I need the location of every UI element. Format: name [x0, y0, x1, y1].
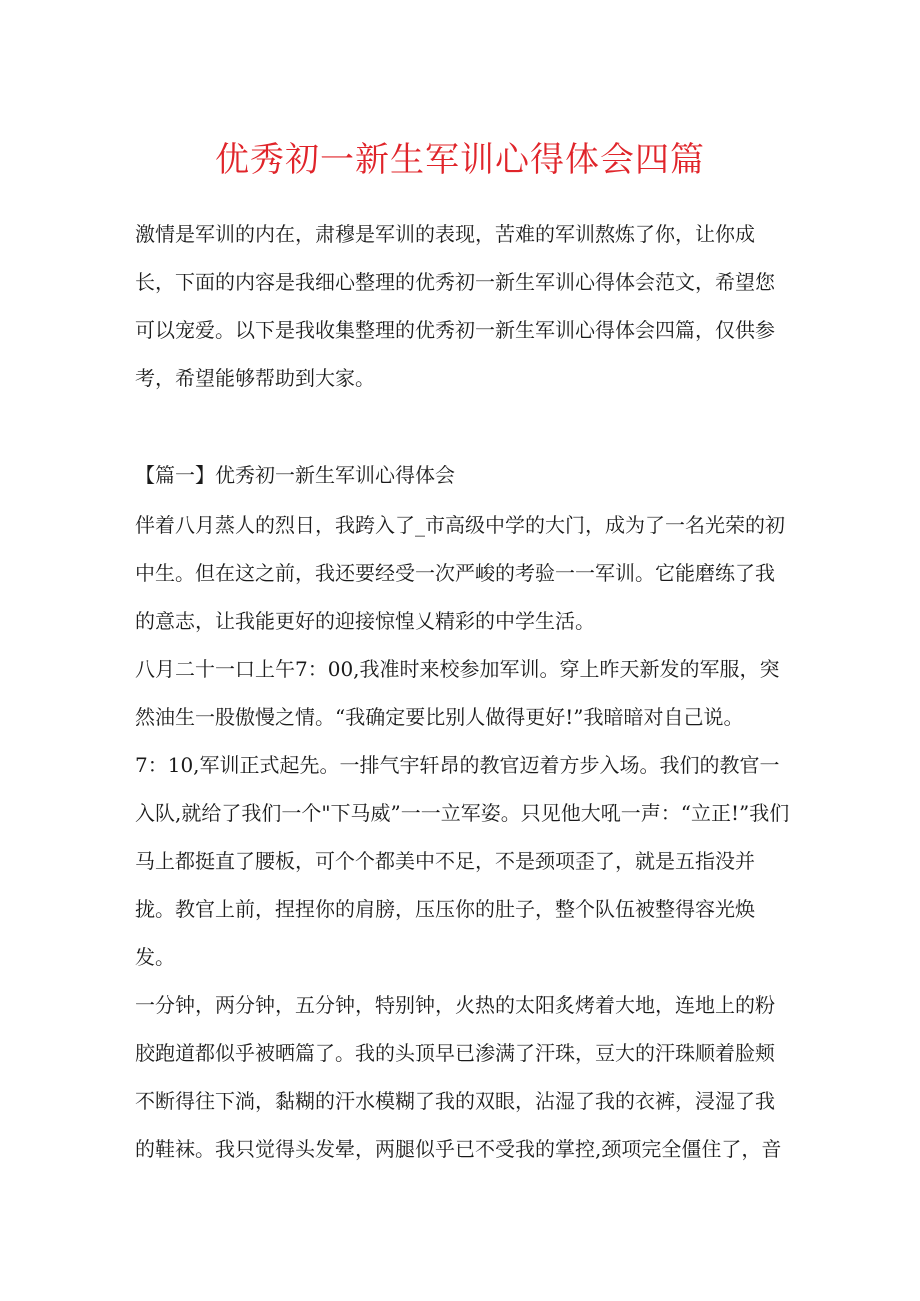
- document-title: 优秀初一新生军训心得体会四篇: [215, 140, 705, 180]
- paragraph: 八月二十一口上午7：00,我准时来校参加军训。穿上昨天新发的军服，突然油生一股傲慢之情。“我确定要比别人做得更好!”我暗暗对自己说。: [135, 657, 780, 729]
- paragraph: 伴着八月蒸人的烈日，我跨入了_市高级中学的大门，成为了一名光荣的初中生。但在这之前，我还要经受一次严峻的考验一一军训。它能磨练了我的意志，让我能更好的迎接惊惶乂精彩的中学生活。: [135, 513, 785, 633]
- article-body: [135, 451, 793, 1173]
- paragraph: 一分钟，两分钟，五分钟，特别钟，火热的太阳炙烤着大地，连地上的粉胶跑道都似乎被晒篇了。我的头顶早已渗满了汗珠，豆大的汗珠顺着脸颊不断得往下淌，黏糊的汗水模糊了我的双眼，沾湿了我的衣裤，浸湿了我的鞋袜。我只觉得头发晕，两腿似乎已不受我的掌控,颈项完全僵住了，音: [135, 993, 782, 1161]
- intro-block: [135, 210, 793, 402]
- intro-paragraph: 激情是军训的内在，肃穆是军训的表现，苦难的军训熬炼了你，让你成长，下面的内容是我细心整理的优秀初一新生军训心得体会范文，希望您可以宠爱。以下是我收集整理的优秀初一新生军训心得体会四篇，仅供参考，希望能够帮助到大家。: [135, 222, 775, 390]
- paragraph: 7：10,军训正式起先。一排气宇轩昂的教官迈着方步入场。我们的教官一入队,就给了我们一个"下马威”一一立军姿。只见他大吼一声：“立正!”我们马上都挺直了腰板，可个个都美中不足，不是颈项歪了，就是五指没并拢。教官上前，捏捏你的肩膀，压压你的肚子，整个队伍被整得容光焕发。: [135, 753, 790, 969]
- section-heading: 【篇一】优秀初一新生军训心得体会: [135, 463, 455, 487]
